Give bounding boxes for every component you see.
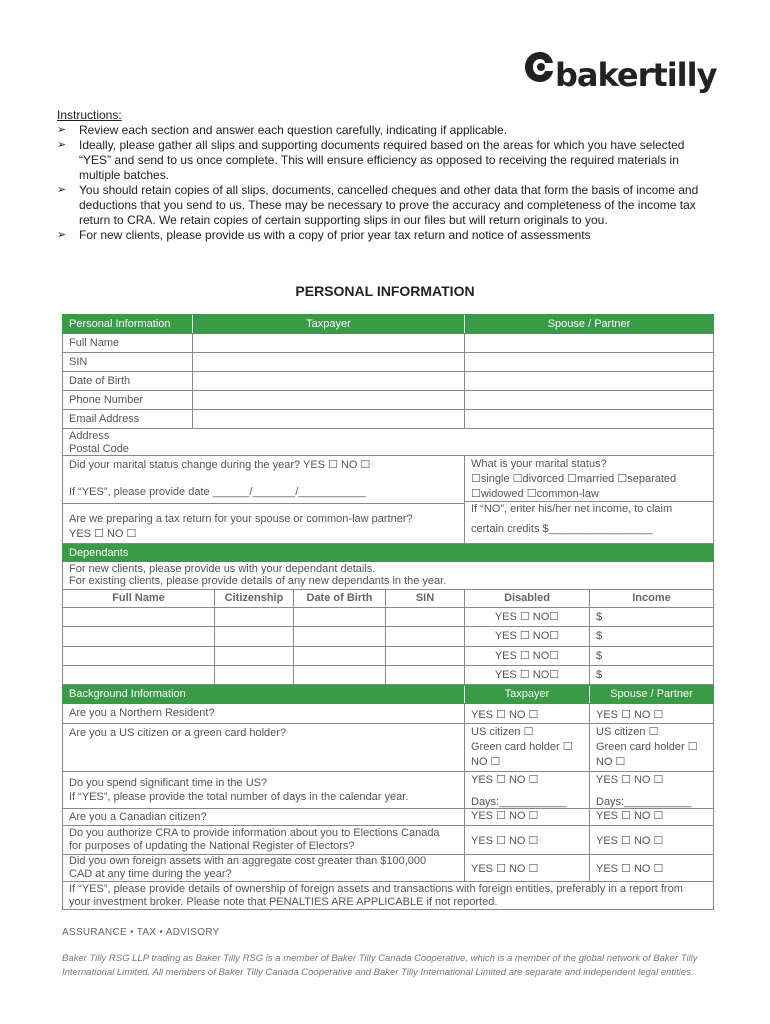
disabled-checkboxes[interactable]: YES ☐ NO☐ bbox=[465, 627, 590, 646]
dob-row: Date of Birth bbox=[62, 372, 714, 391]
instruction-item: ➢ For new clients, please provide us with a copy of prior year tax return and notice of assessments bbox=[57, 228, 591, 242]
taxpayer-sin-field[interactable] bbox=[193, 353, 465, 371]
dependants-title: Dependants bbox=[69, 547, 129, 559]
us-time-question: Do you spend significant time in the US? bbox=[69, 777, 268, 789]
taxpayer-green-card-checkbox[interactable]: Green card holder ☐ bbox=[471, 741, 573, 753]
spouse-foreign-checkboxes[interactable]: YES ☐ NO ☐ bbox=[596, 863, 664, 875]
spouse-us-no-checkbox[interactable]: NO ☐ bbox=[596, 756, 626, 768]
dependant-row bbox=[62, 666, 714, 685]
us-time-row bbox=[62, 772, 714, 809]
income-field[interactable]: $ bbox=[596, 669, 603, 681]
spouse-sin-field[interactable] bbox=[465, 353, 713, 371]
marital-row bbox=[62, 456, 714, 544]
section-title: PERSONAL INFORMATION bbox=[295, 283, 475, 299]
taxpayer-northern-checkboxes[interactable]: YES ☐ NO ☐ bbox=[465, 704, 590, 723]
bakertilly-wordmark: bakertilly bbox=[555, 56, 717, 94]
income-field[interactable]: $ bbox=[596, 650, 603, 662]
marital-status-options-2[interactable]: ☐widowed ☐common-law bbox=[471, 488, 599, 500]
dependants-note: For new clients, please provide us with your dependant details. For existing clients, please provide details of any new dependants in the year. bbox=[62, 562, 714, 590]
taxpayer-phone-field[interactable] bbox=[193, 391, 465, 409]
disabled-checkboxes[interactable]: YES ☐ NO☐ bbox=[465, 608, 590, 626]
bakertilly-logo bbox=[524, 48, 717, 102]
spouse-email-field[interactable] bbox=[465, 410, 713, 428]
marital-date-field[interactable]: If “YES”, please provide date ______/_______/___________ bbox=[69, 486, 366, 498]
canadian-question: Are you a Canadian citizen? bbox=[63, 809, 465, 825]
arrow-bullet-icon: ➢ bbox=[57, 229, 67, 241]
us-citizen-question: Are you a US citizen or a green card holder? bbox=[63, 724, 465, 771]
background-info-header: Background Information bbox=[63, 686, 465, 703]
bakertilly-logo-mark-icon bbox=[524, 50, 554, 84]
marital-status-options[interactable]: ☐single ☐divorced ☐married ☐separated bbox=[471, 473, 677, 485]
northern-resident-row bbox=[62, 704, 714, 724]
spouse-return-checkboxes[interactable]: YES ☐ NO ☐ bbox=[69, 528, 137, 540]
spouse-full-name-field[interactable] bbox=[465, 334, 713, 352]
address-label: Address bbox=[69, 430, 110, 442]
disabled-checkboxes[interactable]: YES ☐ NO☐ bbox=[465, 647, 590, 665]
arrow-bullet-icon: ➢ bbox=[57, 124, 67, 136]
northern-question: Are you a Northern Resident? bbox=[63, 704, 465, 723]
taxpayer-us-no-checkbox[interactable]: NO ☐ bbox=[471, 756, 501, 768]
sin-row: SIN bbox=[62, 353, 714, 372]
taxpayer-us-citizen-checkbox[interactable]: US citizen ☐ bbox=[471, 726, 534, 738]
taxpayer-days-field[interactable]: Days:___________ bbox=[471, 796, 567, 808]
dependant-row bbox=[62, 627, 714, 647]
spouse-days-field[interactable]: Days:___________ bbox=[596, 796, 692, 808]
taxpayer-canadian-checkboxes[interactable]: YES ☐ NO ☐ bbox=[465, 809, 590, 825]
elections-canada-row bbox=[62, 826, 714, 855]
marital-change-question[interactable]: Did your marital status change during the year? YES ☐ NO ☐ bbox=[69, 459, 371, 471]
spouse-income-label: If “NO”, enter his/her net income, to claim bbox=[471, 503, 673, 515]
income-field[interactable]: $ bbox=[596, 630, 603, 642]
spouse-dob-field[interactable] bbox=[465, 372, 713, 390]
elections-question-2: for purposes of updating the National Register of Electors? bbox=[69, 840, 355, 852]
footer-disclaimer: Baker Tilly RSG LLP trading as Baker Tilly RSG is a member of Baker Tilly Canada Cooperative, which is a member of the global network of Baker Tilly International Limited. All members of Baker Tilly Canada Cooperative and Baker Tilly International Limited are separate and independent legal entities. bbox=[62, 953, 698, 978]
instructions-title: Instructions: bbox=[57, 108, 122, 122]
phone-row: Phone Number bbox=[62, 391, 714, 410]
spouse-northern-checkboxes[interactable]: YES ☐ NO ☐ bbox=[596, 709, 664, 721]
spouse-elections-checkboxes[interactable]: YES ☐ NO ☐ bbox=[596, 835, 664, 847]
personal-header-row bbox=[62, 314, 714, 334]
arrow-bullet-icon: ➢ bbox=[57, 184, 67, 196]
footer-tagline: ASSURANCE • TAX • ADVISORY bbox=[62, 927, 220, 938]
spouse-phone-field[interactable] bbox=[465, 391, 713, 409]
foreign-note-2: your investment broker. Please note that PENALTIES ARE APPLICABLE if not reported. bbox=[69, 896, 498, 908]
address-row[interactable] bbox=[62, 429, 714, 456]
foreign-note: If “YES”, please provide details of ownership of foreign assets and transactions with foreign entities, preferably in a report from bbox=[69, 883, 683, 895]
marital-status-question: What is your marital status? bbox=[471, 458, 607, 470]
spouse-us-time-checkboxes[interactable]: YES ☐ NO ☐ bbox=[596, 774, 664, 786]
taxpayer-dob-field[interactable] bbox=[193, 372, 465, 390]
elections-question: Do you authorize CRA to provide information about you to Elections Canada bbox=[69, 827, 440, 839]
us-citizen-row bbox=[62, 724, 714, 772]
instruction-item: ➢ You should retain copies of all slips, documents, cancelled cheques and other data that form the basis of income and deductions that you send to us. These may be necessary to prove the accuracy and completeness of the income tax return to CRA. We retain copies of certain supporting slips in our files but will return originals to you. bbox=[57, 183, 699, 227]
foreign-assets-question: Did you own foreign assets with an aggregate cost greater than $100,000 bbox=[69, 855, 427, 867]
postal-code-label: Postal Code bbox=[69, 443, 129, 455]
bg-spouse-header: Spouse / Partner bbox=[610, 688, 693, 700]
spouse-green-card-checkbox[interactable]: Green card holder ☐ bbox=[596, 741, 698, 753]
dependant-row bbox=[62, 608, 714, 627]
spouse-canadian-checkboxes[interactable]: YES ☐ NO ☐ bbox=[596, 810, 664, 822]
instruction-item: ➢ Review each section and answer each question carefully, indicating if applicable. bbox=[57, 123, 508, 137]
us-days-question: If “YES”, please provide the total number of days in the calendar year. bbox=[69, 791, 409, 803]
dependants-columns: Full Name Citizenship Date of Birth SIN Disabled Income bbox=[62, 590, 714, 608]
taxpayer-elections-checkboxes[interactable]: YES ☐ NO ☐ bbox=[465, 826, 590, 854]
foreign-assets-question-2: CAD at any time during the year? bbox=[69, 868, 232, 880]
bg-taxpayer-header: Taxpayer bbox=[465, 686, 590, 703]
instructions bbox=[57, 108, 717, 243]
personal-info-header: Personal Information bbox=[63, 315, 193, 333]
arrow-bullet-icon: ➢ bbox=[57, 139, 67, 151]
taxpayer-us-time-checkboxes[interactable]: YES ☐ NO ☐ bbox=[471, 774, 539, 786]
taxpayer-full-name-field[interactable] bbox=[193, 334, 465, 352]
full-name-row: Full Name bbox=[62, 334, 714, 353]
foreign-assets-row bbox=[62, 855, 714, 882]
taxpayer-header: Taxpayer bbox=[193, 315, 465, 333]
background-header-row bbox=[62, 685, 714, 704]
spouse-us-citizen-checkbox[interactable]: US citizen ☐ bbox=[596, 726, 659, 738]
spouse-header: Spouse / Partner bbox=[547, 318, 631, 330]
dependant-row bbox=[62, 647, 714, 666]
taxpayer-foreign-checkboxes[interactable]: YES ☐ NO ☐ bbox=[465, 855, 590, 881]
spouse-income-field[interactable]: certain credits $_________________ bbox=[471, 523, 653, 535]
spouse-return-question: Are we preparing a tax return for your spouse or common-law partner? bbox=[69, 513, 413, 525]
foreign-note-row bbox=[62, 882, 714, 910]
dependants-header-row bbox=[62, 544, 714, 562]
email-row: Email Address bbox=[62, 410, 714, 429]
disabled-checkboxes[interactable]: YES ☐ NO☐ bbox=[465, 666, 590, 684]
taxpayer-email-field[interactable] bbox=[193, 410, 465, 428]
canadian-citizen-row bbox=[62, 809, 714, 826]
instruction-item: ➢ Ideally, please gather all slips and supporting documents required based on the areas for which you have selected “YES” and send to us once complete. This will ensure efficiency as opposed to receiving the required materials in multiple batches. bbox=[57, 138, 685, 182]
income-field[interactable]: $ bbox=[596, 611, 603, 623]
